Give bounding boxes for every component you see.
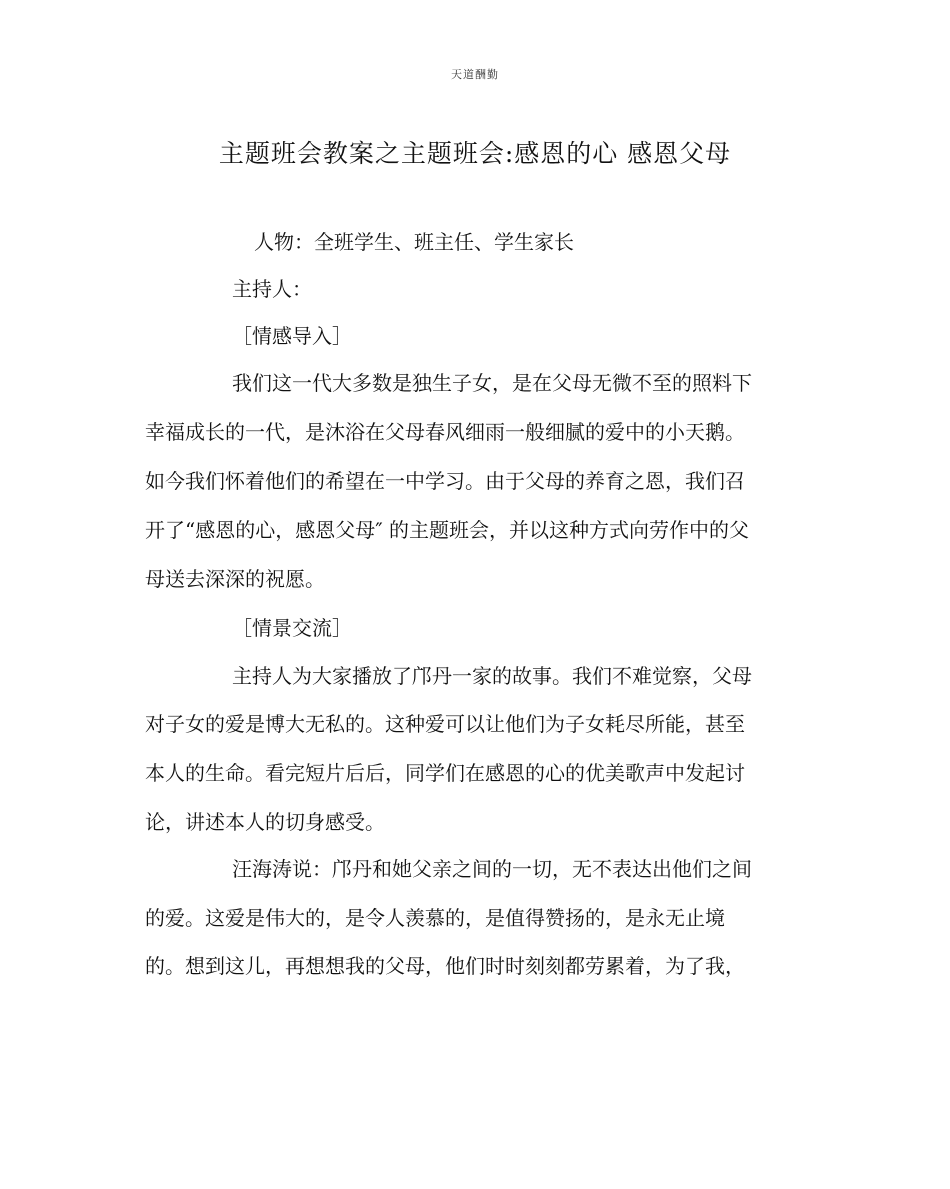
section-heading-emotion: ［情感导入］ [232,324,352,348]
section-heading-scene: ［情景交流］ [232,616,352,640]
paragraph-line: 开了“感恩的心，感恩父母″ 的主题班会，并以这种方式向劳作中的父 [145,518,750,542]
paragraph-line: 我们这一代大多数是独生子女，是在父母无微不至的照料下 [232,371,752,395]
paragraph-line: 本人的生命。看完短片后后，同学们在感恩的心的优美歌声中发起讨 [145,761,745,785]
paragraph-line: 的。想到这儿，再想想我的父母，他们时时刻刻都劳累着，为了我， [145,954,745,978]
paragraph-line: 母送去深深的祝愿。 [145,567,325,591]
paragraph-line: 幸福成长的一代，是沐浴在父母春风细雨一般细腻的爱中的小天鹅。 [145,420,745,444]
paragraph-line: 的爱。这爱是伟大的，是令人羡慕的，是值得赞扬的，是永无止境 [145,906,725,930]
document-title: 主题班会教案之主题班会:感恩的心 感恩父母 [218,139,732,168]
host-line: 主持人： [232,277,312,301]
paragraph-line: 汪海涛说：邝丹和她父亲之间的一切，无不表达出他们之间 [232,857,752,881]
paragraph-line: 对子女的爱是博大无私的。这种爱可以让他们为子女耗尽所能，甚至 [145,712,745,736]
paragraph-line: 如今我们怀着他们的希望在一中学习。由于父母的养育之恩，我们召 [145,469,745,493]
paragraph-line: 主持人为大家播放了邝丹一家的故事。我们不难觉察，父母 [232,664,752,688]
cast-line: 人物：全班学生、班主任、学生家长 [254,230,574,254]
paragraph-line: 论，讲述本人的切身感受。 [145,810,385,834]
page-header: 天道酬勤 [451,68,499,81]
